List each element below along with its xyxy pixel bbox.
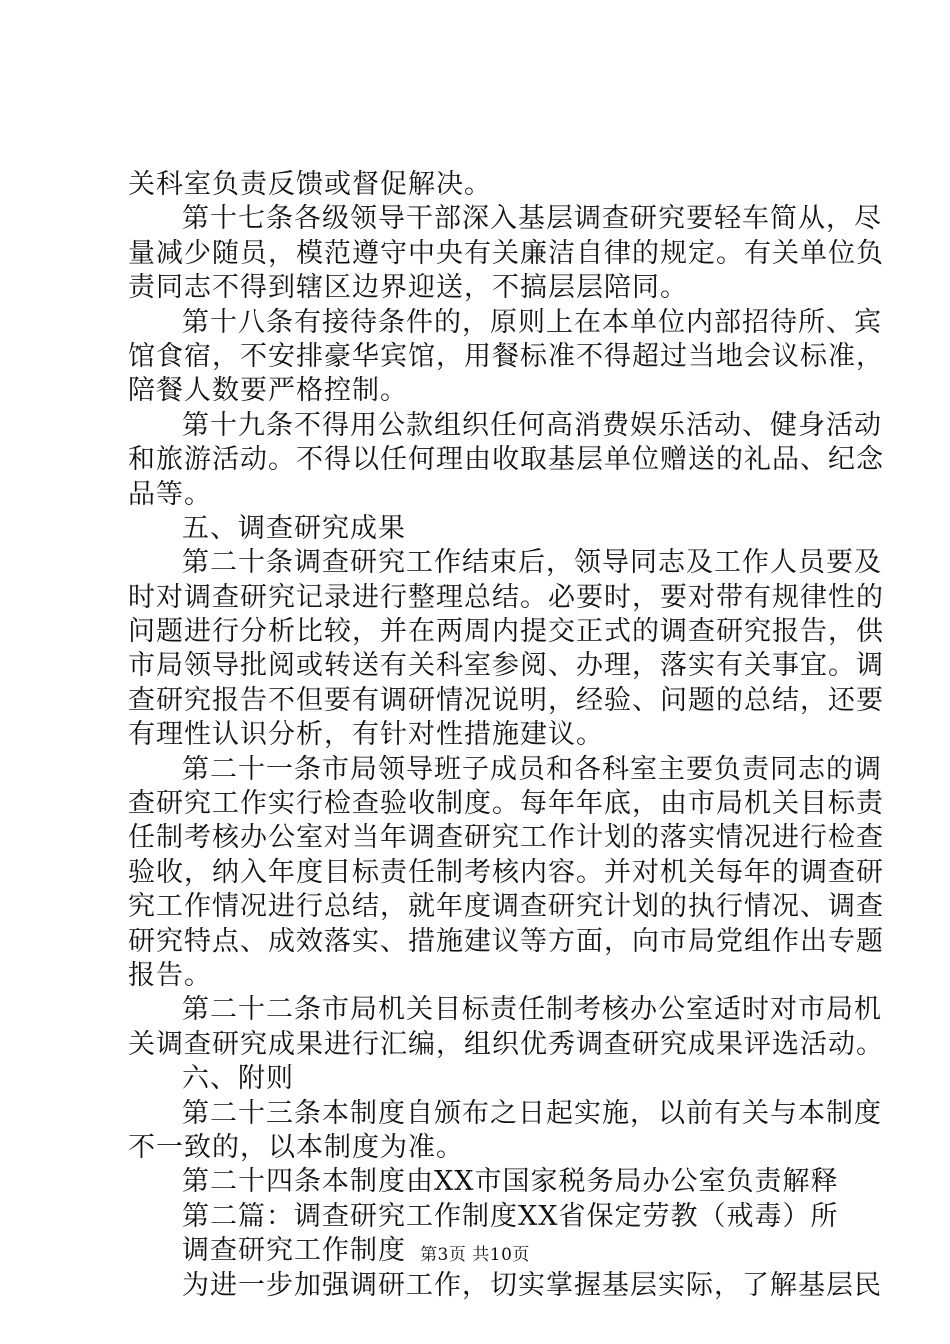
text-line: 问题进行分析比较，并在两周内提交正式的调查研究报告，供 <box>128 616 884 648</box>
text-line: 任制考核办公室对当年调查研究工作计划的落实情况进行检查 <box>128 822 884 854</box>
text-line: 研究特点、成效落实、措施建议等方面，向市局党组作出专题 <box>128 925 884 957</box>
text-line: 第十八条有接待条件的，原则上在本单位内部招待所、宾 <box>182 306 882 338</box>
text-line: 第二十三条本制度自颁布之日起实施，以前有关与本制度 <box>182 1097 882 1129</box>
text-line: 究工作情况进行总结，就年度调查研究计划的执行情况、调查 <box>128 891 884 923</box>
text-line: 验收，纳入年度目标责任制考核内容。并对机关每年的调查研 <box>128 856 884 888</box>
text-line: 报告。 <box>128 959 212 991</box>
text-line: 第十七条各级领导干部深入基层调查研究要轻车简从，尽 <box>182 203 882 235</box>
text-line: 陪餐人数要严格控制。 <box>128 375 408 407</box>
text-line: 第二十条调查研究工作结束后，领导同志及工作人员要及 <box>182 547 882 579</box>
text-line: 第二篇：调查研究工作制度XX省保定劳教（戒毒）所 <box>182 1200 839 1232</box>
text-line: 查研究报告不但要有调研情况说明，经验、问题的总结，还要 <box>128 684 884 716</box>
text-line: 第二十二条市局机关目标责任制考核办公室适时对市局机 <box>182 994 882 1026</box>
text-line: 调查研究工作制度 <box>182 1235 406 1267</box>
text-line: 第二十四条本制度由XX市国家税务局办公室负责解释 <box>182 1166 839 1198</box>
text-line: 第十九条不得用公款组织任何高消费娱乐活动、健身活动 <box>182 409 882 441</box>
text-line: 五、调查研究成果 <box>182 512 406 544</box>
text-line: 有理性认识分析，有针对性措施建议。 <box>128 719 604 751</box>
text-line: 市局领导批阅或转送有关科室参阅、办理，落实有关事宜。调 <box>128 650 884 682</box>
document-body <box>128 168 884 1303</box>
text-line: 查研究工作实行检查验收制度。每年年底，由市局机关目标责 <box>128 788 884 820</box>
text-line: 不一致的，以本制度为准。 <box>128 1131 464 1163</box>
text-line: 责同志不得到辖区边界迎送，不搞层层陪同。 <box>128 272 688 304</box>
text-line: 关调查研究成果进行汇编，组织优秀调查研究成果评选活动。 <box>128 1028 884 1060</box>
text-line: 品等。 <box>128 478 212 510</box>
text-line: 六、附则 <box>182 1063 294 1095</box>
text-line: 第二十一条市局领导班子成员和各科室主要负责同志的调 <box>182 753 882 785</box>
page-footer: 第3页 共10页 <box>420 1245 530 1265</box>
text-line: 为进一步加强调研工作，切实掌握基层实际，了解基层民 <box>182 1269 882 1301</box>
text-line: 时对调查研究记录进行整理总结。必要时，要对带有规律性的 <box>128 581 884 613</box>
text-line: 馆食宿，不安排豪华宾馆，用餐标准不得超过当地会议标准， <box>128 340 884 372</box>
text-line: 和旅游活动。不得以任何理由收取基层单位赠送的礼品、纪念 <box>128 444 884 476</box>
text-line: 关科室负责反馈或督促解决。 <box>128 169 492 200</box>
text-line: 量减少随员，模范遵守中央有关廉洁自律的规定。有关单位负 <box>128 237 884 269</box>
